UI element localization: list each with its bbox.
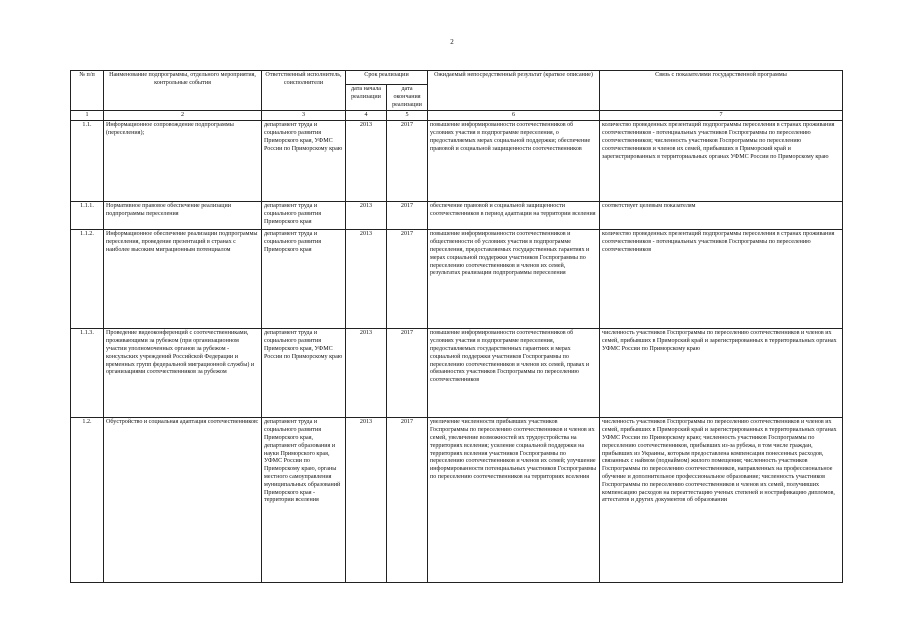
- table-row: [71, 121, 843, 202]
- column-number: 6: [428, 111, 600, 121]
- row-start: 2013: [346, 230, 387, 329]
- row-executor: департамент труда и социального развития Приморского края: [262, 230, 346, 329]
- column-number: 3: [262, 111, 346, 121]
- row-start: 2013: [346, 121, 387, 202]
- row-end: 2017: [387, 329, 428, 418]
- header-result: Ожидаемый непосредственный результат (краткое описание): [428, 71, 600, 111]
- row-end: 2017: [387, 121, 428, 202]
- row-result: повышение информированности соотечественников и общественности об условиях участия в подпрограмме переселения, предоставляемых государственных гарантиях и мерах социальной поддержки участников Госпрограммы по переселению соотечественников и членов их семей, результатах реализации подпрограммы переселения: [428, 230, 600, 329]
- column-number: 2: [104, 111, 262, 121]
- row-result: обеспечение правовой и социальной защищенности соотечественников в период адаптации на территории вселения: [428, 202, 600, 230]
- header-executor: Ответственный исполнитель, соисполнители: [262, 71, 346, 111]
- page-number: 2: [450, 38, 454, 46]
- row-result: повышение информированности соотечественников об условиях участия в подпрограмме переселения, о предоставляемых мерах социальной поддержки; обеспечение правовой и социальной защищенности соотечественников: [428, 121, 600, 202]
- header-link: Связь с показателями государственной программы: [600, 71, 843, 111]
- table-row: [71, 202, 843, 230]
- row-end: 2017: [387, 418, 428, 583]
- header-period: Срок реализации: [346, 71, 428, 85]
- column-number: 7: [600, 111, 843, 121]
- row-link: количество проведенных презентаций подпрограммы переселения в странах проживания соотечественников - потенциальных участников Госпрограммы по переселению соотечественников; численность участников Госпрограммы по переселению соотечественников и членов их семей, прибывших в Приморский край и зарегистрированных в территориальных органах УФМС России по Приморскому краю: [600, 121, 843, 202]
- row-end: 2017: [387, 202, 428, 230]
- row-link: количество проведенных презентаций подпрограммы переселения в странах проживания соотечественников - потенциальных участников Госпрограммы по переселению соотечественников: [600, 230, 843, 329]
- header-num: № п/п: [71, 71, 104, 111]
- row-name: Проведение видеоконференций с соотечественниками, проживающими за рубежом (при организационном участии уполномоченных органов за рубежом - консульских учреждений Российской Федерации и временных групп федеральной миграционной службы) и организациями соотечественников за рубежом: [104, 329, 262, 418]
- header-name: Наименование подпрограммы, отдельного мероприятия, контрольные события: [104, 71, 262, 111]
- header-start: дата начала реализации: [346, 85, 387, 111]
- header-end: дата окончания реализации: [387, 85, 428, 111]
- table-row: [71, 329, 843, 418]
- column-numbers-row: [71, 111, 843, 121]
- row-link: соответствует целевым показателям: [600, 202, 843, 230]
- row-name: Обустройство и социальная адаптация соотечественников:: [104, 418, 262, 583]
- row-number: 1.1.1.: [71, 202, 104, 230]
- row-name: Информационное обеспечение реализации подпрограммы переселения, проведение презентаций в странах с наиболее высоким миграционным потенциалом: [104, 230, 262, 329]
- column-number: 5: [387, 111, 428, 121]
- row-executor: департамент труда и социального развития Приморского края, УФМС России по Приморскому краю: [262, 329, 346, 418]
- table-row: [71, 230, 843, 329]
- column-number: 1: [71, 111, 104, 121]
- row-start: 2013: [346, 202, 387, 230]
- row-link: численность участников Госпрограммы по переселению соотечественников и членов их семей, прибывших в Приморский край и зарегистрированных в территориальных органах УФМС России по Приморскому краю; численность участников Госпрограммы по переселению соотечественников, прибывших из-за рубежа, в том числе граждан, прибывших из Украины, которым предоставлена компенсация понесенных расходов, связанных с наймом (поднаймом) жилого помещения; численность участников Госпрограммы по переселению соотечественников, направленных на профессиональное обучение и дополнительное профессиональное образование; численность участников Госпрограммы по переселению соотечественников и членов их семей, получивших компенсацию расходов на переаттестацию ученых степеней и нострификацию дипломов, аттестатов и других документов об образовании: [600, 418, 843, 583]
- row-end: 2017: [387, 230, 428, 329]
- table-row: [71, 418, 843, 583]
- program-table: [70, 70, 843, 583]
- row-start: 2013: [346, 329, 387, 418]
- row-number: 1.1.2.: [71, 230, 104, 329]
- row-executor: департамент труда и социального развития Приморского края, департамент образования и науки Приморского края, УФМС России по Приморскому краю, органы местного самоуправления муниципальных образований Приморского края - территории вселения: [262, 418, 346, 583]
- row-number: 1.1.3.: [71, 329, 104, 418]
- row-number: 1.1.: [71, 121, 104, 202]
- column-number: 4: [346, 111, 387, 121]
- row-number: 1.2.: [71, 418, 104, 583]
- row-executor: департамент труда и социального развития Приморского края: [262, 202, 346, 230]
- row-executor: департамент труда и социального развития Приморского края, УФМС России по Приморскому краю: [262, 121, 346, 202]
- row-start: 2013: [346, 418, 387, 583]
- row-result: повышение информированности соотечественников об условиях участия в подпрограмме переселения, предоставляемых государственных гарантиях и мерах социальной поддержки участников Госпрограммы по переселению соотечественников и членов их семей, правах и обязанностях участников Госпрограммы по переселению соотечественников: [428, 329, 600, 418]
- row-name: Нормативное правовое обеспечение реализации подпрограммы переселения: [104, 202, 262, 230]
- row-link: численность участников Госпрограммы по переселению соотечественников и членов их семей, прибывших в Приморский край и зарегистрированных в территориальных органах УФМС России по Приморскому краю: [600, 329, 843, 418]
- row-name: Информационное сопровождение подпрограммы (переселения);: [104, 121, 262, 202]
- row-result: увеличение численности прибывших участников Госпрограммы по переселению соотечественников и членов их семей, увеличение возможностей их трудоустройства на территориях вселения; усиление социальной поддержки на территориях вселения участников Госпрограммы по переселению соотечественников и членов их семей; улучшение информированности потенциальных участников Госпрограммы по переселению соотечественников на территориях вселения: [428, 418, 600, 583]
